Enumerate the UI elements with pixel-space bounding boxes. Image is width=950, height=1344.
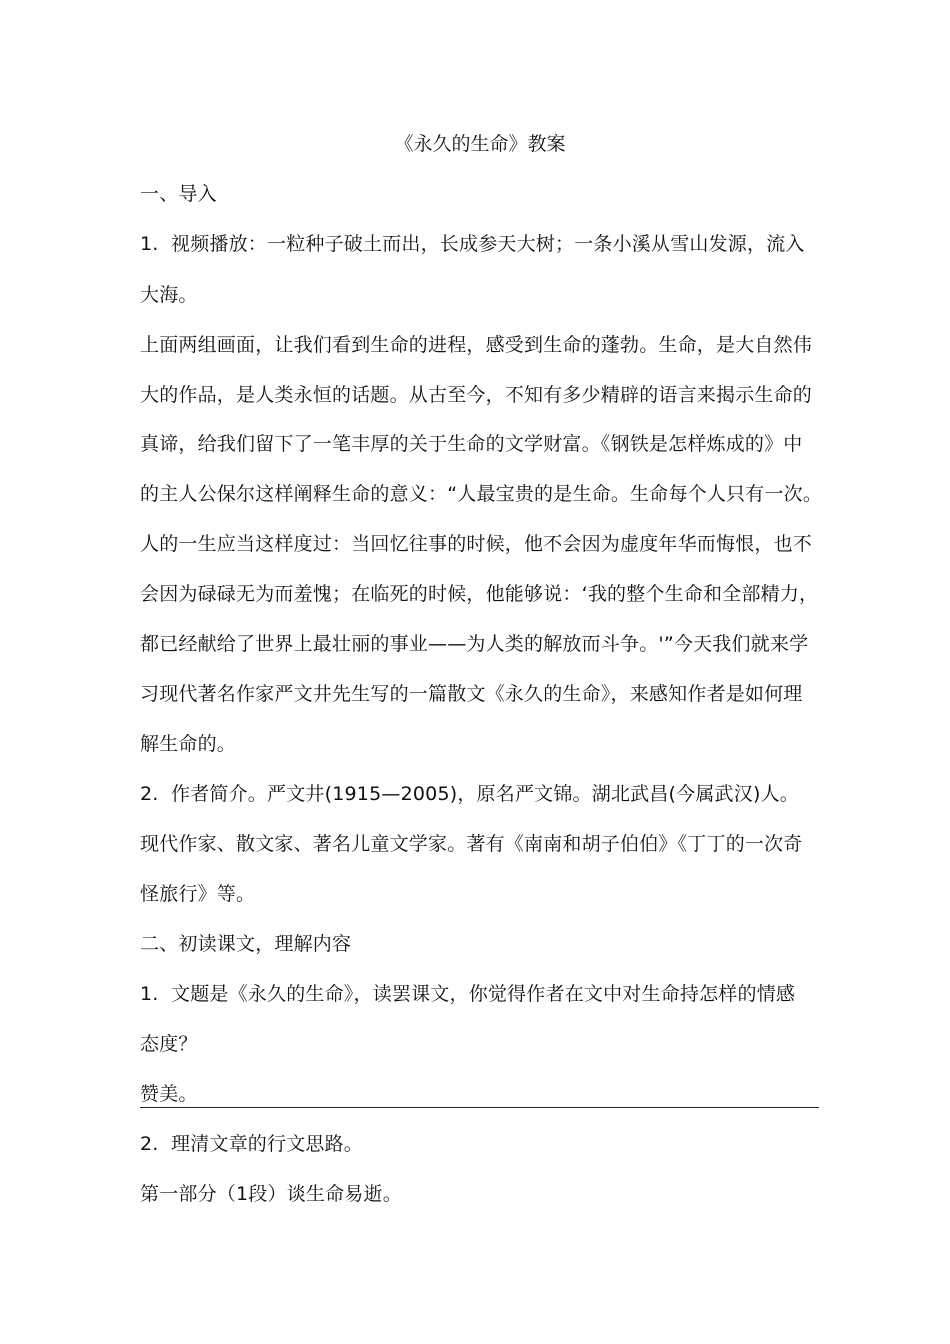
paragraph-line: 现代作家、散文家、著名儿童文学家。著有《南南和胡子伯伯》《丁丁的一次奇 xyxy=(140,833,803,855)
paragraph-line: 习现代著名作家严文井先生写的一篇散文《永久的生命》，来感知作者是如何理 xyxy=(140,683,803,705)
paragraph-line: 1. 视频播放：一粒种子破土而出，长成参天大树；一条小溪从雪山发源，流入 xyxy=(140,233,805,255)
paragraph-line: 会因为碌碌无为而羞愧；在临死的时候，他能够说：‘我的整个生命和全部精力， xyxy=(140,583,819,605)
paragraph-line: 的主人公保尔这样阐释生命的意义：“人最宝贵的是生命。生命每个人只有一次。 xyxy=(140,483,823,505)
paragraph-line: 上面两组画面，让我们看到生命的进程，感受到生命的蓬勃。生命，是大自然伟 xyxy=(140,334,813,356)
paragraph-line: 1. 文题是《永久的生命》，读罢课文，你觉得作者在文中对生命持怎样的情感 xyxy=(140,983,796,1005)
paragraph-line: 2. 作者简介。严文井(1915—2005)，原名严文锦。湖北武昌(今属武汉)人。 xyxy=(140,783,799,805)
paragraph-line: 解生命的。 xyxy=(140,733,237,755)
document-title: 《永久的生命》教案 xyxy=(394,133,566,155)
section-heading-intro: 一、导入 xyxy=(140,183,217,205)
paragraph-line: 第一部分（1段）谈生命易逝。 xyxy=(140,1183,402,1205)
answer-line: 赞美。 xyxy=(140,1083,198,1105)
paragraph-line: 真谛，给我们留下了一笔丰厚的关于生命的文学财富。《钢铁是怎样炼成的》中 xyxy=(140,433,803,455)
paragraph-line: 大海。 xyxy=(140,284,198,306)
paragraph-line: 人的一生应当这样度过：当回忆往事的时候，他不会因为虚度年华而悔恨，也不 xyxy=(140,533,813,555)
paragraph-line: 大的作品，是人类永恒的话题。从古至今，不知有多少精辟的语言来揭示生命的 xyxy=(140,384,813,406)
paragraph-line: 2. 理清文章的行文思路。 xyxy=(140,1133,364,1155)
section-heading-reading: 二、初读课文，理解内容 xyxy=(140,933,352,955)
paragraph-line: 都已经献给了世界上最壮丽的事业——为人类的解放而斗争。'”今天我们就来学 xyxy=(140,633,809,655)
paragraph-line: 怪旅行》等。 xyxy=(140,883,256,905)
paragraph-line: 态度？ xyxy=(140,1033,198,1055)
horizontal-divider xyxy=(140,1107,819,1108)
